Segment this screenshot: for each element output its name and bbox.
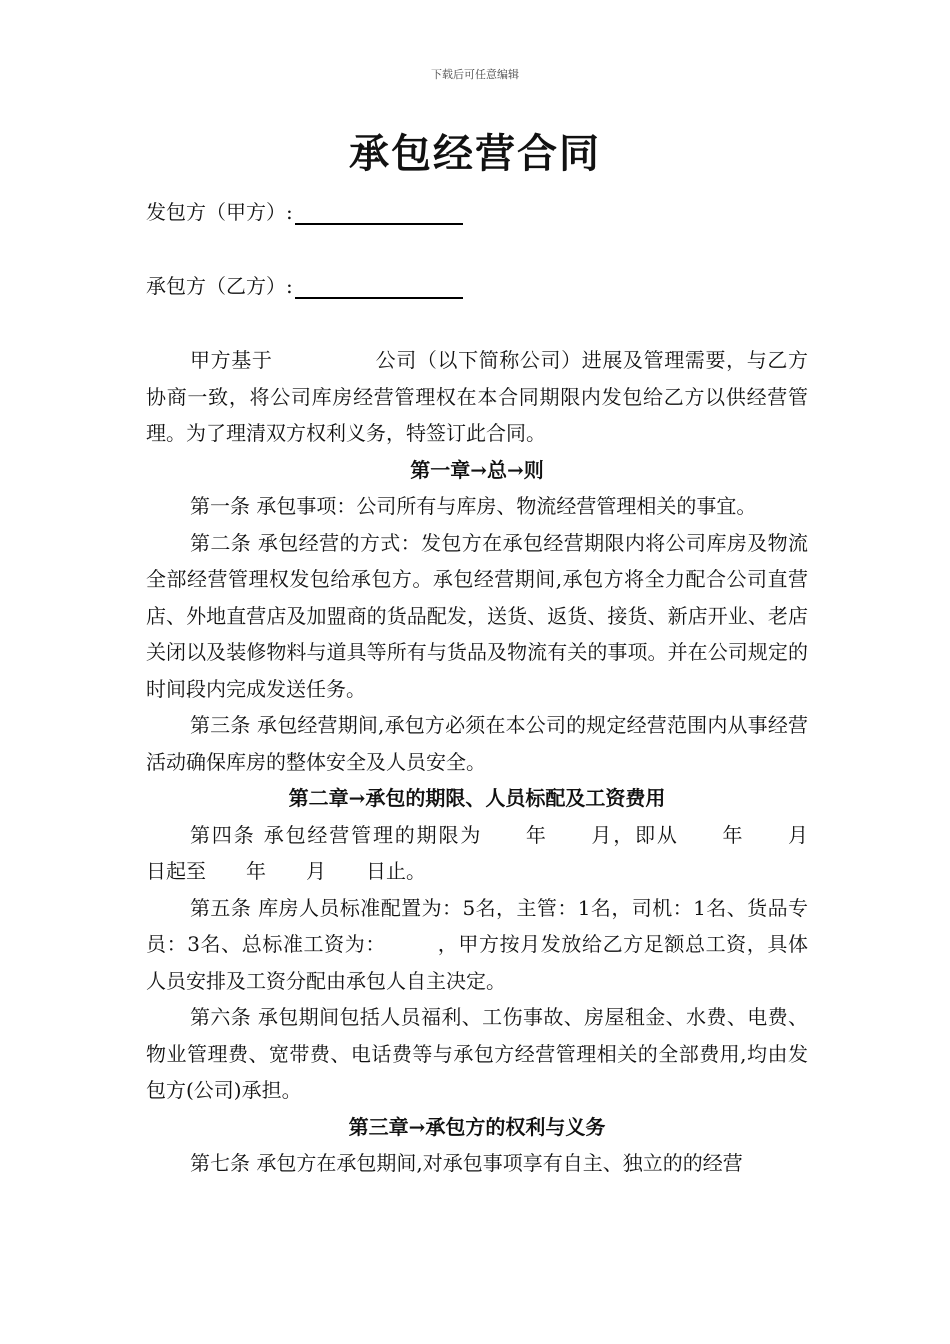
article-paragraph: 第六条 承包期间包括人员福利、工伤事故、房屋租金、水费、电费、物业管理费、宽带费、电话费等与承包方经营管理相关的全部费用,均由发包方(公司)承担。 [146, 1005, 808, 1102]
page-header-note: 下载后可任意编辑 [431, 68, 519, 81]
party-a-blank [295, 201, 463, 225]
contract-body [146, 342, 848, 1182]
party-a-line [146, 196, 463, 225]
article-paragraph: 第三条 承包经营期间,承包方必须在本公司的规定经营范围内从事经营活动确保库房的整体安全及人员安全。 [146, 713, 808, 774]
article-paragraph: 第一条 承包事项：公司所有与库房、物流经营管理相关的事宜。 [190, 494, 757, 518]
document-title: 承包经营合同 [349, 130, 601, 177]
party-a-label: 发包方（甲方）: [146, 200, 293, 224]
article-paragraph: 甲方基于 公司（以下简称公司）进展及管理需要，与乙方协商一致，将公司库房经营管理权在本合同期限内发包给乙方以供经营管理。为了理清双方权利义务，特签订此合同。 [146, 348, 808, 445]
article-paragraph: 第二条 承包经营的方式：发包方在承包经营期限内将公司库房及物流全部经营管理权发包给承包方。承包经营期间,承包方将全力配合公司直营店、外地直营店及加盟商的货品配发，送货、返货、接货、新店开业、老店关闭以及装修物料与道具等所有与货品及物流有关的事项。并在公司规定的时间段内完成发送任务。 [146, 530, 808, 701]
chapter-heading: 第三章→承包方的权利与义务 [348, 1114, 606, 1139]
party-b-label: 承包方（乙方）: [146, 274, 293, 298]
party-b-line [146, 270, 463, 299]
chapter-heading: 第一章→总→则 [410, 457, 544, 482]
party-b-blank [295, 275, 463, 299]
article-paragraph: 第五条 库房人员标准配置为：5名，主管：1名，司机：1名、货品专员：3名、总标准工资为： ，甲方按月发放给乙方足额总工资，具体人员安排及工资分配由承包人自主决定。 [146, 895, 808, 993]
chapter-heading: 第二章→承包的期限、人员标配及工资费用 [288, 786, 666, 810]
article-paragraph: 第七条 承包方在承包期间,对承包事项享有自主、独立的的经营 [190, 1151, 743, 1175]
article-paragraph: 第四条 承包经营管理的期限为 年 月，即从 年 月 日起至 年 月 日止。 [146, 822, 848, 883]
